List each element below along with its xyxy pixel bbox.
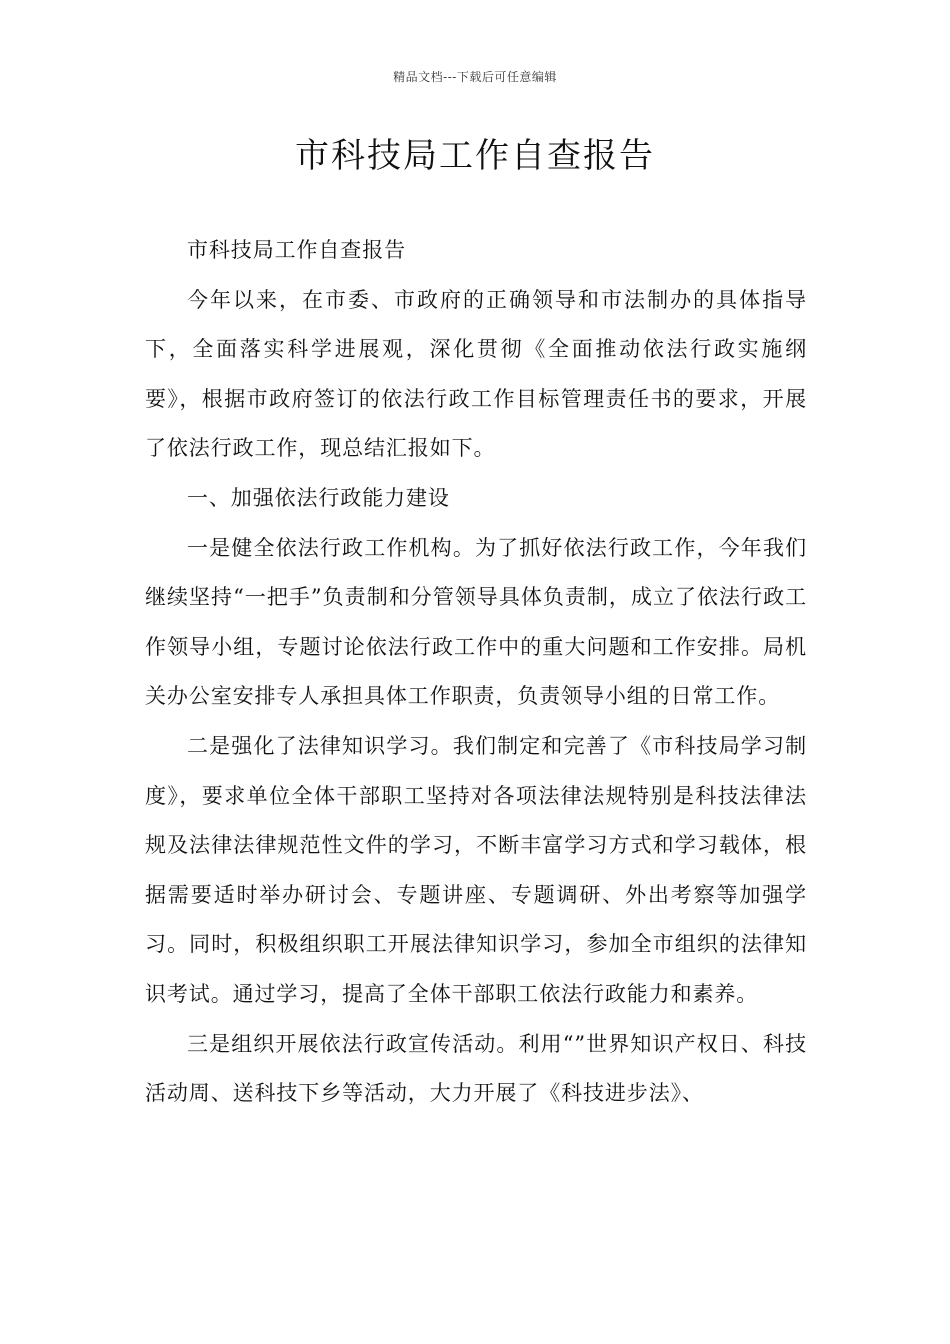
paragraph-item-3: 三是组织开展依法行政宣传活动。利用“”世界知识产权日、科技活动周、送科技下乡等活动，大力开展了《科技进步法》、: [145, 1031, 807, 1106]
document-body: [145, 226, 807, 1119]
section-heading-1: 一、加强依法行政能力建设: [187, 485, 450, 510]
paragraph-item-2: 二是强化了法律知识学习。我们制定和完善了《市科技局学习制度》，要求单位全体干部职工坚持对各项法律法规特别是科技法律法规及法律法律规范性文件的学习，不断丰富学习方式和学习载体，根据需要适时举办研讨会、专题讲座、专题调研、外出考察等加强学习。同时，积极组织职工开展法律知识学习，参加全市组织的法律知识考试。通过学习，提高了全体干部职工依法行政能力和素养。: [145, 733, 807, 1006]
header-note: 精品文档---下载后可任意编辑: [393, 70, 557, 84]
document-title: 市科技局工作自查报告: [295, 136, 655, 176]
paragraph-subtitle: 市科技局工作自查报告: [187, 238, 406, 262]
paragraph-item-1: 一是健全依法行政工作机构。为了抓好依法行政工作，今年我们继续坚持“一把手”负责制和分管领导具体负责制，成立了依法行政工作领导小组，专题讨论依法行政工作中的重大问题和工作安排。局机关办公室安排专人承担具体工作职责，负责领导小组的日常工作。: [145, 535, 807, 709]
paragraph-intro: 今年以来，在市委、市政府的正确领导和市法制办的具体指导下，全面落实科学进展观，深化贯彻《全面推动依法行政实施纲要》，根据市政府签订的依法行政工作目标管理责任书的要求，开展了依法行政工作，现总结汇报如下。: [145, 287, 807, 461]
